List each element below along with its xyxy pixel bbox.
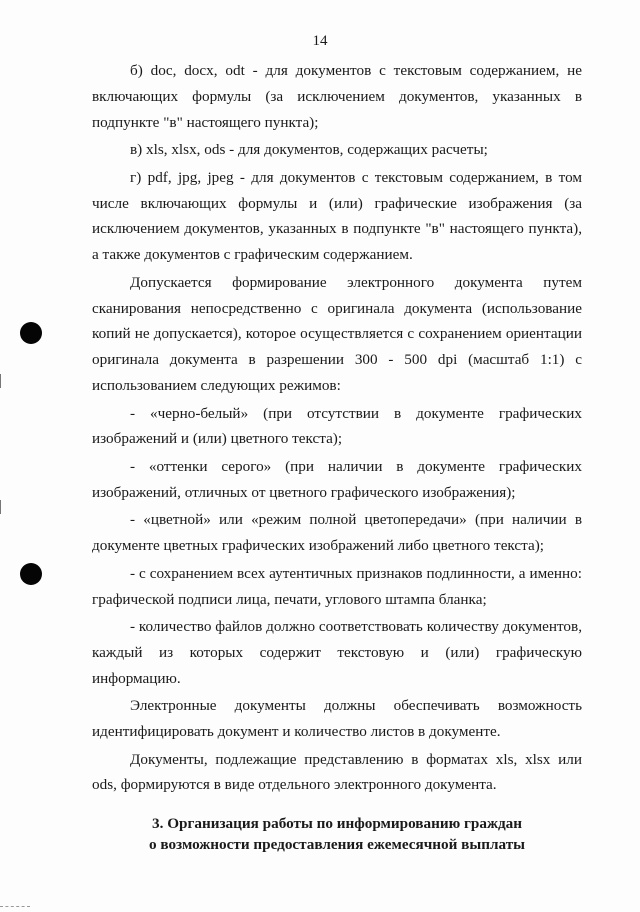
punch-hole-mark (20, 322, 42, 344)
paragraph-format-doc: б) doc, docx, odt - для документов с текстовым содержанием, не включающих формулы (за исключением документов, указанных в подпункте "в" настоящего пункта); (92, 62, 582, 131)
list-item-file-count: - количество файлов должно соответствовать количеству документов, каждый из которых содержит текстовую и (или) графическую информацию. (92, 618, 582, 687)
paragraph-separate-document: Документы, подлежащие представлению в форматах xls, xlsx или ods, формируются в виде отдельного электронного документа. (92, 750, 582, 794)
section-heading (92, 813, 582, 855)
punch-hole-mark (20, 563, 42, 585)
list-item-color: - «цветной» или «режим полной цветопередачи» (при наличии в документе цветных графических изображений либо цветного текста); (92, 511, 582, 555)
scan-edge-mark (0, 500, 1, 514)
paragraph-scanning-rules: Допускается формирование электронного документа путем сканирования непосредственно с оригинала документа (использование копий не допускается), которое осуществляется с сохранением ориентации оригинала документа в разрешении 300 - 500 dpi (масштаб 1:1) с использованием следующих режимов: (92, 273, 582, 394)
document-body (92, 58, 582, 800)
list-item-black-white: - «черно-белый» (при отсутствии в документе графических изображений и (или) цветного текста); (92, 404, 582, 448)
page-number: 14 (312, 33, 328, 49)
scan-edge-mark (0, 374, 1, 388)
paragraph-format-pdf: г) pdf, jpg, jpeg - для документов с текстовым содержанием, в том числе включающих формулы и (или) графические изображения (за исключением документов, указанных в подпункте "в" настоящего пункта), а также документов с графическим содержанием. (92, 168, 582, 264)
list-item-grayscale: - «оттенки серого» (при наличии в документе графических изображений, отличных от цветного графического изображения); (92, 457, 582, 501)
scan-edge-dash (0, 906, 30, 908)
section-heading-line-1: 3. Организация работы по информированию граждан (152, 815, 522, 832)
paragraph-format-xls: в) xls, xlsx, ods - для документов, содержащих расчеты; (130, 141, 488, 159)
list-item-authenticity: - с сохранением всех аутентичных признаков подлинности, а именно: графической подписи лица, печати, углового штампа бланка; (92, 564, 582, 608)
section-heading-line-2: о возможности предоставления ежемесячной выплаты (148, 836, 526, 853)
paragraph-identification: Электронные документы должны обеспечивать возможность идентифицировать документ и количество листов в документе. (92, 697, 582, 741)
